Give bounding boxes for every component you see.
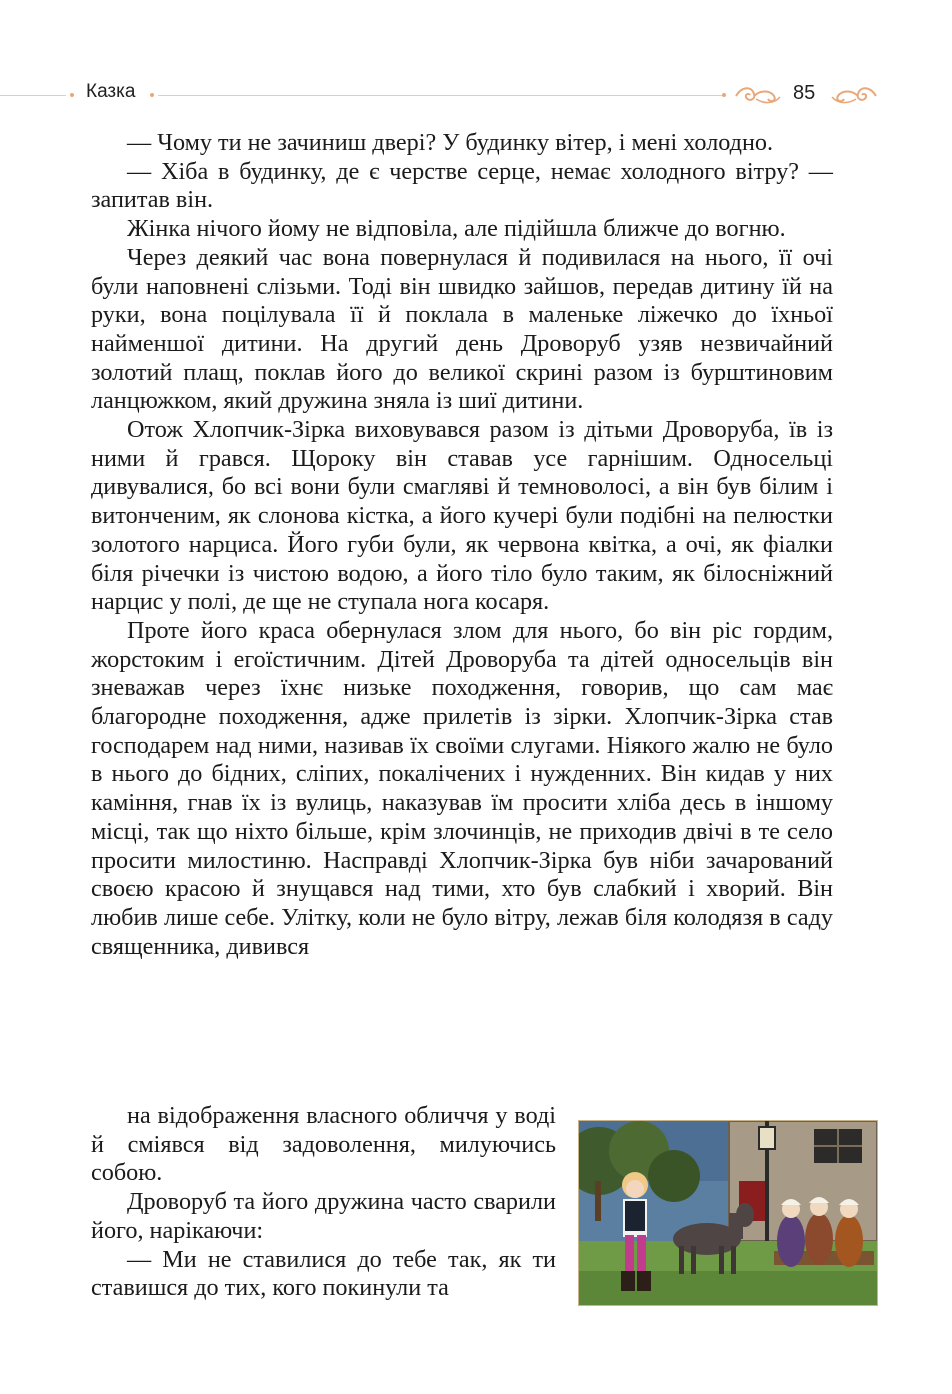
paragraph: Дроворуб та його дружина часто сварили його, нарікаючи: <box>91 1188 556 1244</box>
ornament-icon <box>734 84 782 106</box>
text-beside-illustration <box>91 1102 556 1303</box>
header-dot <box>722 93 726 97</box>
section-title: Казка <box>86 81 136 102</box>
paragraph: на відображення власного обличчя у воді й сміявся від задоволення, милуючись собою. <box>91 1102 556 1187</box>
paragraph: — Хіба в будинку, де є черстве серце, немає холодного вітру? — запитав він. <box>91 157 833 214</box>
ornament-icon <box>830 84 878 106</box>
paragraph: Отож Хлопчик-Зірка виховувався разом із дітьми Дроворуба, їв із ними й грався. Щороку він ставав усе гарнішим. Односельці дивувалися, бо всі вони були смагляві й темноволосі, а він був білим і витонченим, як слонова кістка, а його кучері були подібні на пелюстки золотого нарциса. Його губи були, як червона квітка, а очі, як фіалки біля річечки із чистою водою, а його тіло було таким, як білосніжний нарцис у полі, де ще не ступала нога косаря. <box>91 416 833 616</box>
header-rule-left <box>0 95 66 96</box>
paragraph: — Чому ти не зачиниш двері? У будинку вітер, і мені холодно. <box>127 129 774 156</box>
paragraph: Через деякий час вона повернулася й подивилася на нього, її очі були наповнені слізьми. Тоді він швидко зайшов, передав дитину їй на руки, вона поцілувала її й поклала в маленьке ліжечко до їхньої найменшої дитини. На другий день Дроворуб узяв незвичайний золотий плащ, поклав його до великої скрині разом із бурштиновим ланцюжком, який дружина зняла із шиї дитини. <box>91 243 833 415</box>
running-header <box>0 78 952 114</box>
paragraph: Жінка нічого йому не відповіла, але підійшла ближче до вогню. <box>127 215 786 243</box>
header-rule-middle <box>158 95 724 96</box>
page-number: 85 <box>793 82 816 104</box>
header-dot <box>150 93 154 97</box>
illustration-scene <box>579 1121 877 1305</box>
main-text <box>91 129 833 961</box>
header-dot <box>70 93 74 97</box>
story-illustration <box>578 1120 878 1306</box>
paragraph: — Ми не ставилися до тебе так, як ти ставишся до тих, кого покинули та <box>91 1245 556 1302</box>
paragraph: Проте його краса обернулася злом для нього, бо він ріс гордим, жорстоким і егоїстичним. Дітей Дроворуба та дітей односельців він зневажав через їхнє низьке походження, говорив, що сам має благородне походження, адже прилетів із зірки. Хлопчик-Зірка став господарем над ними, називав їх своїми слугами. Ніякого жалю не було в нього до бідних, сліпих, покалічених і нужденних. Він кидав у них каміння, гнав їх із вулиць, наказував їм просити хліба десь в іншому місці, так що ніхто більше, крім злочинців, не приходив двічі в те село просити милостиню. Насправді Хлопчик-Зірка був ніби зачарований своєю красою й знущався над тими, хто був слабкий і хворий. Він любив лише себе. Улітку, коли не було вітру, лежав біля колодязя в саду священника, дивився <box>91 616 833 960</box>
